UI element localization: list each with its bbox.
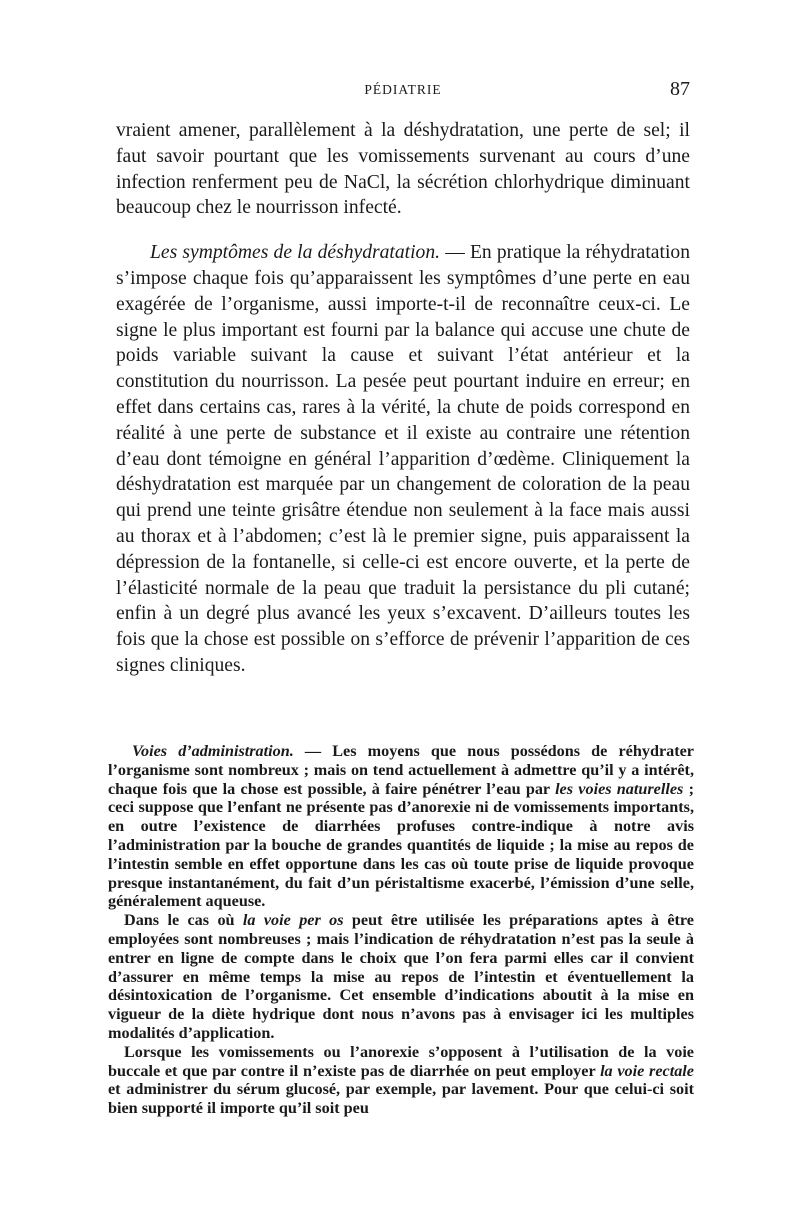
small-print-section [108, 742, 694, 1118]
paragraph-rectal-text-b: et administrer du sérum glucosé, par exemple, par lavement. Pour que celui-ci soit bien supporté il importe qu’il soit peu [108, 1080, 694, 1118]
main-text [116, 118, 690, 679]
paragraph-routes [108, 742, 694, 911]
paragraph-dehydration-salt: vraient amener, parallèlement à la déshydratation, une perte de sel; il faut savoir pourtant que les vomissements survenant au cours d’une infection renferment peu de NaCl, la sécrétion chlorhydrique diminuant beaucoup chez le nourrisson infecté. [116, 120, 690, 219]
paragraph-rectal-route [108, 1043, 694, 1118]
page-number: 87 [670, 78, 690, 100]
paragraph-rectal-text-a: Lorsque les vomissements ou l’anorexie s’opposent à l’utilisation de la voie buccale et que par contre il n’existe pas de diarrhée on peut employer [108, 1042, 694, 1080]
paragraph-routes-text-a: — Les moyens que nous possédons de réhydrater l’organisme sont nombreux ; mais on tend actuellement à admettre qu’il y a intérêt, chaque fois que la chose est possible, à faire pénétrer l’eau par [108, 742, 694, 798]
paragraph-oral-text-a: Dans le cas où [124, 911, 243, 930]
emphasis-natural-routes: les voies naturelles [555, 779, 684, 798]
paragraph-routes-text-b: ; ceci suppose que l’enfant ne présente pas d’anorexie ni de vomissements importants, en outre l’existence de diarrhées profuses contre-indique à notre avis l’administration par la bouche de grandes quantités de liquide ; la mise au repos de l’intestin semble en effet opportune dans les cas où toute prise de liquide provoque presque instantanément, du fait d’un péristaltisme exacerbé, l’émission d’une selle, généralement aqueuse. [108, 779, 694, 911]
section-heading-symptoms: Les symptômes de la déshydratation. [150, 242, 441, 264]
emphasis-per-os: la voie per os [242, 911, 344, 930]
emphasis-rectal-route: la voie rectale [600, 1061, 694, 1080]
section-heading-routes: Voies d’administration. [132, 742, 294, 760]
paragraph-oral-text-b: peut être utilisée les préparations aptes à être employées sont nombreuses ; mais l’indication de réhydratation n’est pas la seule à entrer en ligne de compte dans le choix que l’on fera parmi elles car il convient d’assurer en même temps la mise au repos de l’intestin et éventuellement la désintoxication de l’organisme. Cet ensemble d’indications aboutit à la mise en vigueur de la diète hydrique dont nous n’avons pas à envisager ici les multiples modalités d’application. [108, 911, 694, 1042]
paragraph-symptoms-text: — En pratique la réhydratation s’impose chaque fois qu’apparaissent les symptômes d’une perte en eau exagérée de l’organisme, aussi importe-t-il de reconnaître ceux-ci. Le signe le plus important est fourni par la balance qui accuse une chute de poids variable suivant la cause et suivant l’état antérieur et la constitution du nourrisson. La pesée peut pourtant induire en erreur; en effet dans certains cas, rares à la vérité, la chute de poids correspond en réalité à une perte de substance et il existe au contraire une rétention d’eau dont témoigne en général l’apparition d’œdème. Cliniquement la déshydratation est marquée par un changement de coloration de la peau qui prend une teinte grisâtre étendue non seulement à la face mais aussi au thorax et à l’abdomen; c’est là le premier signe, puis apparaissent la dépression de la fontanelle, si celle-ci est encore ouverte, et la perte de l’élasticité normale de la peau que traduit la persistance du pli cutané; enfin à un degré plus avancé les yeux s’excavent. D’ailleurs toutes les fois que la chose est possible on s’efforce de prévenir l’apparition de ces signes cliniques. [116, 242, 690, 676]
paragraph-symptoms [116, 240, 690, 679]
running-head [116, 78, 690, 102]
paragraph-oral-route [108, 911, 694, 1043]
running-title: PÉDIATRIE [364, 82, 442, 97]
